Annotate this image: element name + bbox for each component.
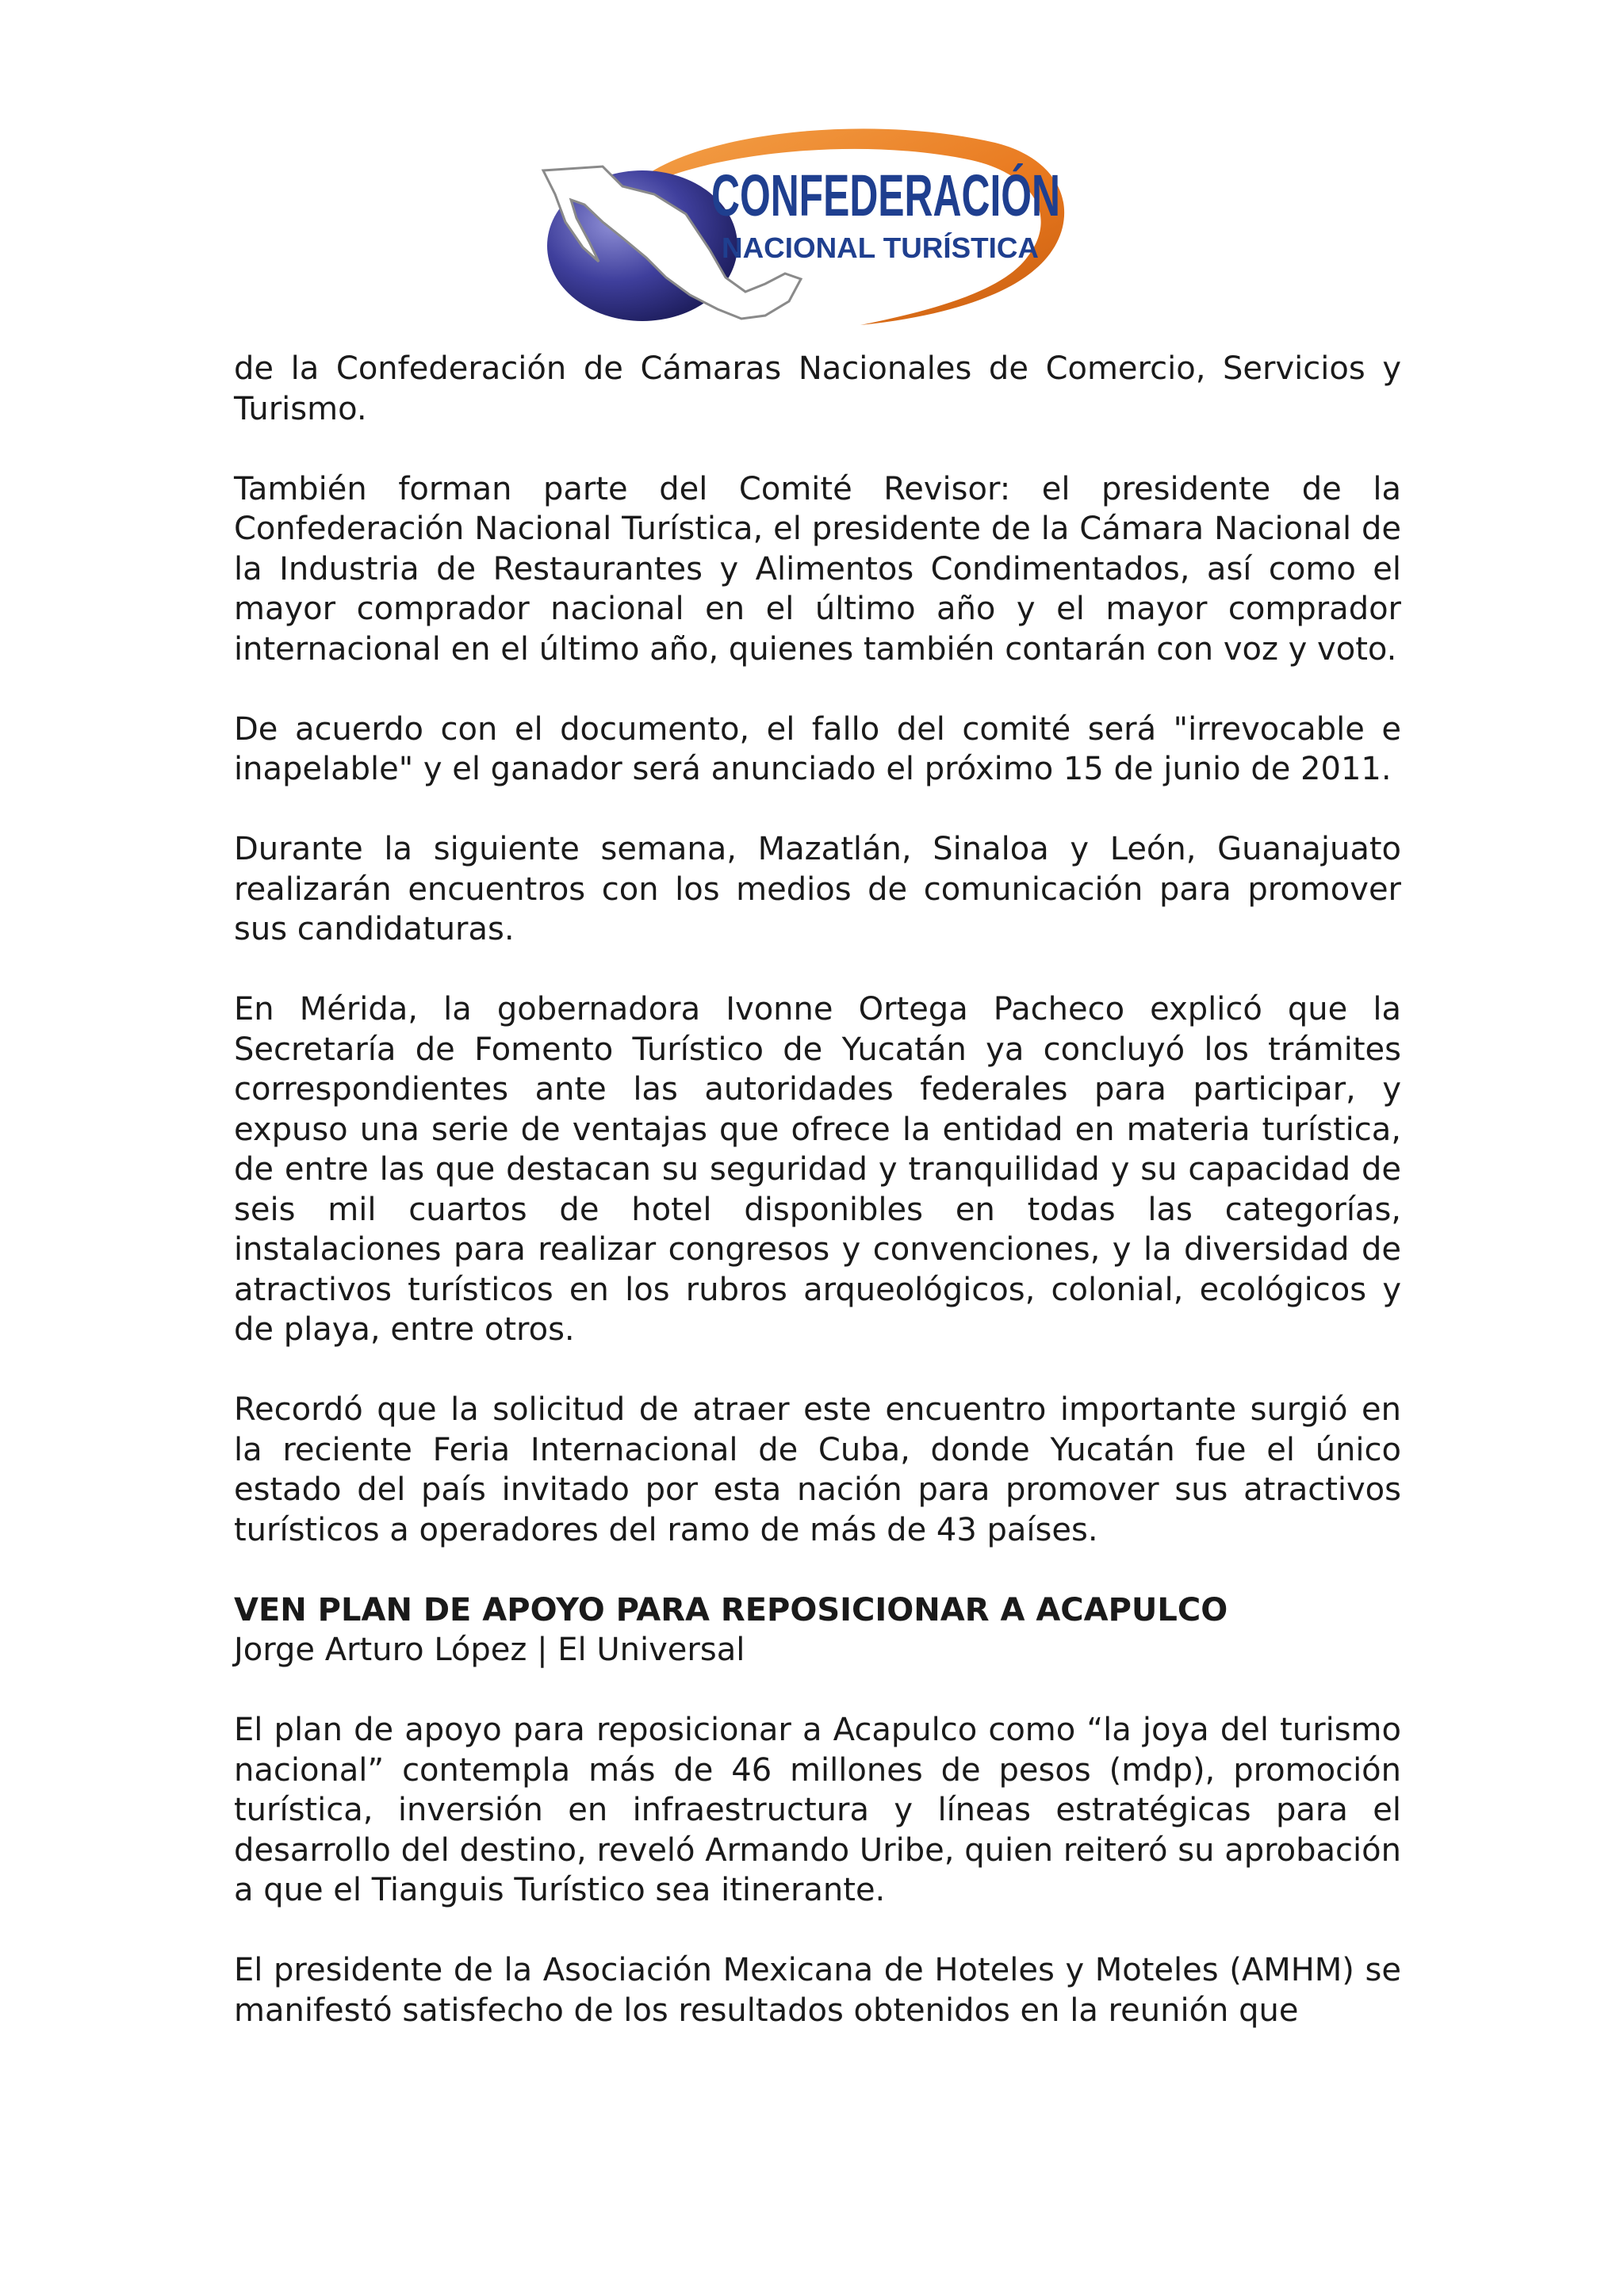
paragraph-6: Recordó que la solicitud de atraer este encuentro importante surgió en la reciente Feria Internacional de Cuba, donde Yucatán fue el único estado del país invitado por esta nación para promover sus atractivos turísticos a operadores del ramo de más de 43 países. xyxy=(234,1391,1401,1548)
logo-line1: CONFEDERACIÓN xyxy=(711,163,1060,228)
paragraph-2: También forman parte del Comité Revisor: el presidente de la Confederación Nacional Turística, el presidente de la Cámara Nacional de la Industria de Restaurantes y Alimentos Condimentados, así como el mayor comprador nacional en el último año y el mayor comprador internacional en el último año, quienes también contarán con voz y voto. xyxy=(234,470,1401,668)
paragraph-5: En Mérida, la gobernadora Ivonne Ortega Pacheco explicó que la Secretaría de Fomento Turístico de Yucatán ya concluyó los trámites correspondientes ante las autoridades federales para participar, y expuso una serie de ventajas que ofrece la entidad en materia turística, de entre las que destacan su seguridad y tranquilidad y su capacidad de seis mil cuartos de hotel disponibles en todas las categorías, instalaciones para realizar congresos y convenciones, y la diversidad de atractivos turísticos en los rubros arqueológicos, colonial, ecológicos y de playa, entre otros. xyxy=(234,991,1401,1348)
article-byline: Jorge Arturo López | El Universal xyxy=(234,1632,745,1668)
logo-graphic xyxy=(527,111,1082,349)
paragraph-4: Durante la siguiente semana, Mazatlán, Sinaloa y León, Guanajuato realizarán encuentros con los medios de comunicación para promover sus candidaturas. xyxy=(234,831,1401,947)
paragraph-3: De acuerdo con el documento, el fallo del comité será "irrevocable e inapelable" y el ganador será anunciado el próximo 15 de junio de 2011. xyxy=(234,710,1401,787)
article-headline: VEN PLAN DE APOYO PARA REPOSICIONAR A ACAPULCO xyxy=(234,1591,1228,1628)
confederacion-logo xyxy=(527,111,1082,349)
document-body xyxy=(234,349,1401,2030)
article-paragraph-1: El plan de apoyo para reposicionar a Acapulco como “la joya del turismo nacional” contempla más de 46 millones de pesos (mdp), promoción turística, inversión en infraestructura y líneas estratégicas para el desarrollo del destino, reveló Armando Uribe, quien reiteró su aprobación a que el Tianguis Turístico sea itinerante. xyxy=(234,1712,1401,1908)
logo-line2: NACIONAL TURÍSTICA xyxy=(722,232,1039,264)
article-paragraph-2: El presidente de la Asociación Mexicana de Hoteles y Moteles (AMHM) se manifestó satisfecho de los resultados obtenidos en la reunión que xyxy=(234,1952,1401,2029)
paragraph-1: de la Confederación de Cámaras Nacionales de Comercio, Servicios y Turismo. xyxy=(234,350,1401,427)
